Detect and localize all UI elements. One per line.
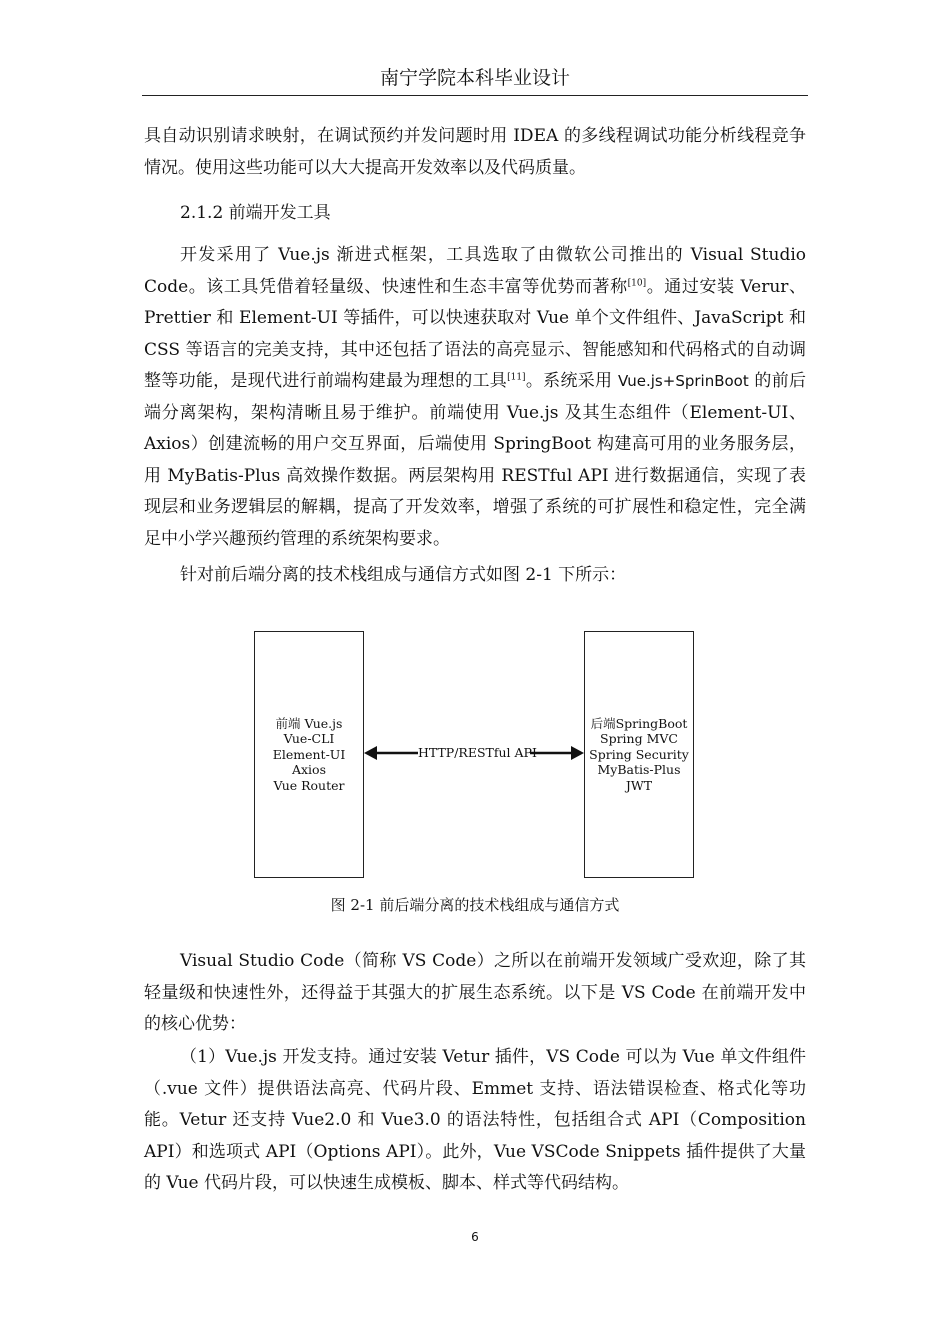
paragraph-text: 的前后端分离架构，架构清晰且易于维护。前端使用 Vue.js 及其生态组件（Element-UI、Axios）创建流畅的用户交互界面，后端使用 SpringBoot 构建高可用的业务服务层，用 MyBatis-Plus 高效操作数据。两层架构用 RESTful API 进行数据通信，实现了表现层和业务逻辑层的解耦，提高了开发效率，增强了系统的可扩展性和稳定性，完全满足中小学兴趣预约管理的系统架构要求。 (144, 371, 807, 549)
http-connector (364, 743, 584, 763)
section-heading-2-1-2: 2.1.2 前端开发工具 (180, 203, 331, 223)
frontend-stack-box (254, 631, 364, 878)
frontend-item: Element-UI (272, 746, 346, 762)
paragraph-figure-intro: 针对前后端分离的技术栈组成与通信方式如图 2-1 下所示： (180, 565, 627, 585)
figure-caption: 图 2-1 前后端分离的技术栈组成与通信方式 (330, 896, 620, 914)
citation-10: [10] (627, 277, 647, 288)
paragraph-vscode-intro (144, 240, 806, 555)
tech-stack-name: Vue.js+SprinBoot (618, 372, 749, 390)
frontend-item: 前端 Vue.js (275, 715, 343, 731)
backend-item: 后端SpringBoot (590, 715, 688, 731)
frontend-item: Axios (291, 762, 326, 778)
backend-item: Spring MVC (600, 731, 678, 747)
backend-item: MyBatis-Plus (597, 762, 681, 778)
paragraph-text: 。系统采用 (525, 371, 619, 391)
paragraph-vue-support: （1）Vue.js 开发支持。通过安装 Vetur 插件，VS Code 可以为 Vue 单文件组件（.vue 文件）提供语法高亮、代码片段、Emmet 支持、语法错误检查、格式化等功能。Vetur 还支持 Vue2.0 和 Vue3.0 的语法特性，包括组合式 API（Composition API）和选项式 API（Options API）。此外，Vue VSCode Snippets 插件提供了大量的 Vue 代码片段，可以快速生成模板、脚本、样式等代码结构。 (144, 1047, 806, 1193)
backend-stack-box (584, 631, 694, 878)
paragraph-text: 开发采用了 Vue.js 渐进式框架，工具选取了由微软公司推出的 Visual Studio Code。该工具凭借着轻量级、快速性和生态丰富等优势而著称 (144, 245, 806, 297)
paragraph-vscode-advantages: Visual Studio Code（简称 VS Code）之所以在前端开发领域广受欢迎，除了其轻量级和快速性外，还得益于其强大的扩展生态系统。以下是 VS Code 在前端开发中的核心优势： (144, 951, 806, 1034)
connector-label: HTTP/RESTful API (418, 743, 530, 763)
header-divider (142, 95, 808, 96)
backend-item: Spring Security (589, 746, 689, 762)
page-header-title: 南宁学院本科毕业设计 (379, 67, 570, 89)
frontend-item: Vue Router (273, 777, 345, 793)
paragraph-text: 。通过安装 Verur、Prettier 和 Element-UI 等插件，可以快速获取对 Vue 单个文件组件、JavaScript 和 CSS 等语言的完美支持，其中还包括了语法的高亮显示、智能感知和代码格式的自动调整等功能，是现代进行前端构建最为理想的工具 (144, 276, 806, 391)
backend-item: JWT (625, 777, 653, 793)
citation-11: [11] (507, 372, 526, 383)
frontend-item: Vue-CLI (283, 731, 335, 747)
paragraph-idea-continued: 具自动识别请求映射，在调试预约并发问题时用 IDEA 的多线程调试功能分析线程竞争情况。使用这些功能可以大大提高开发效率以及代码质量。 (144, 126, 806, 178)
page-number: 6 (471, 1230, 479, 1244)
